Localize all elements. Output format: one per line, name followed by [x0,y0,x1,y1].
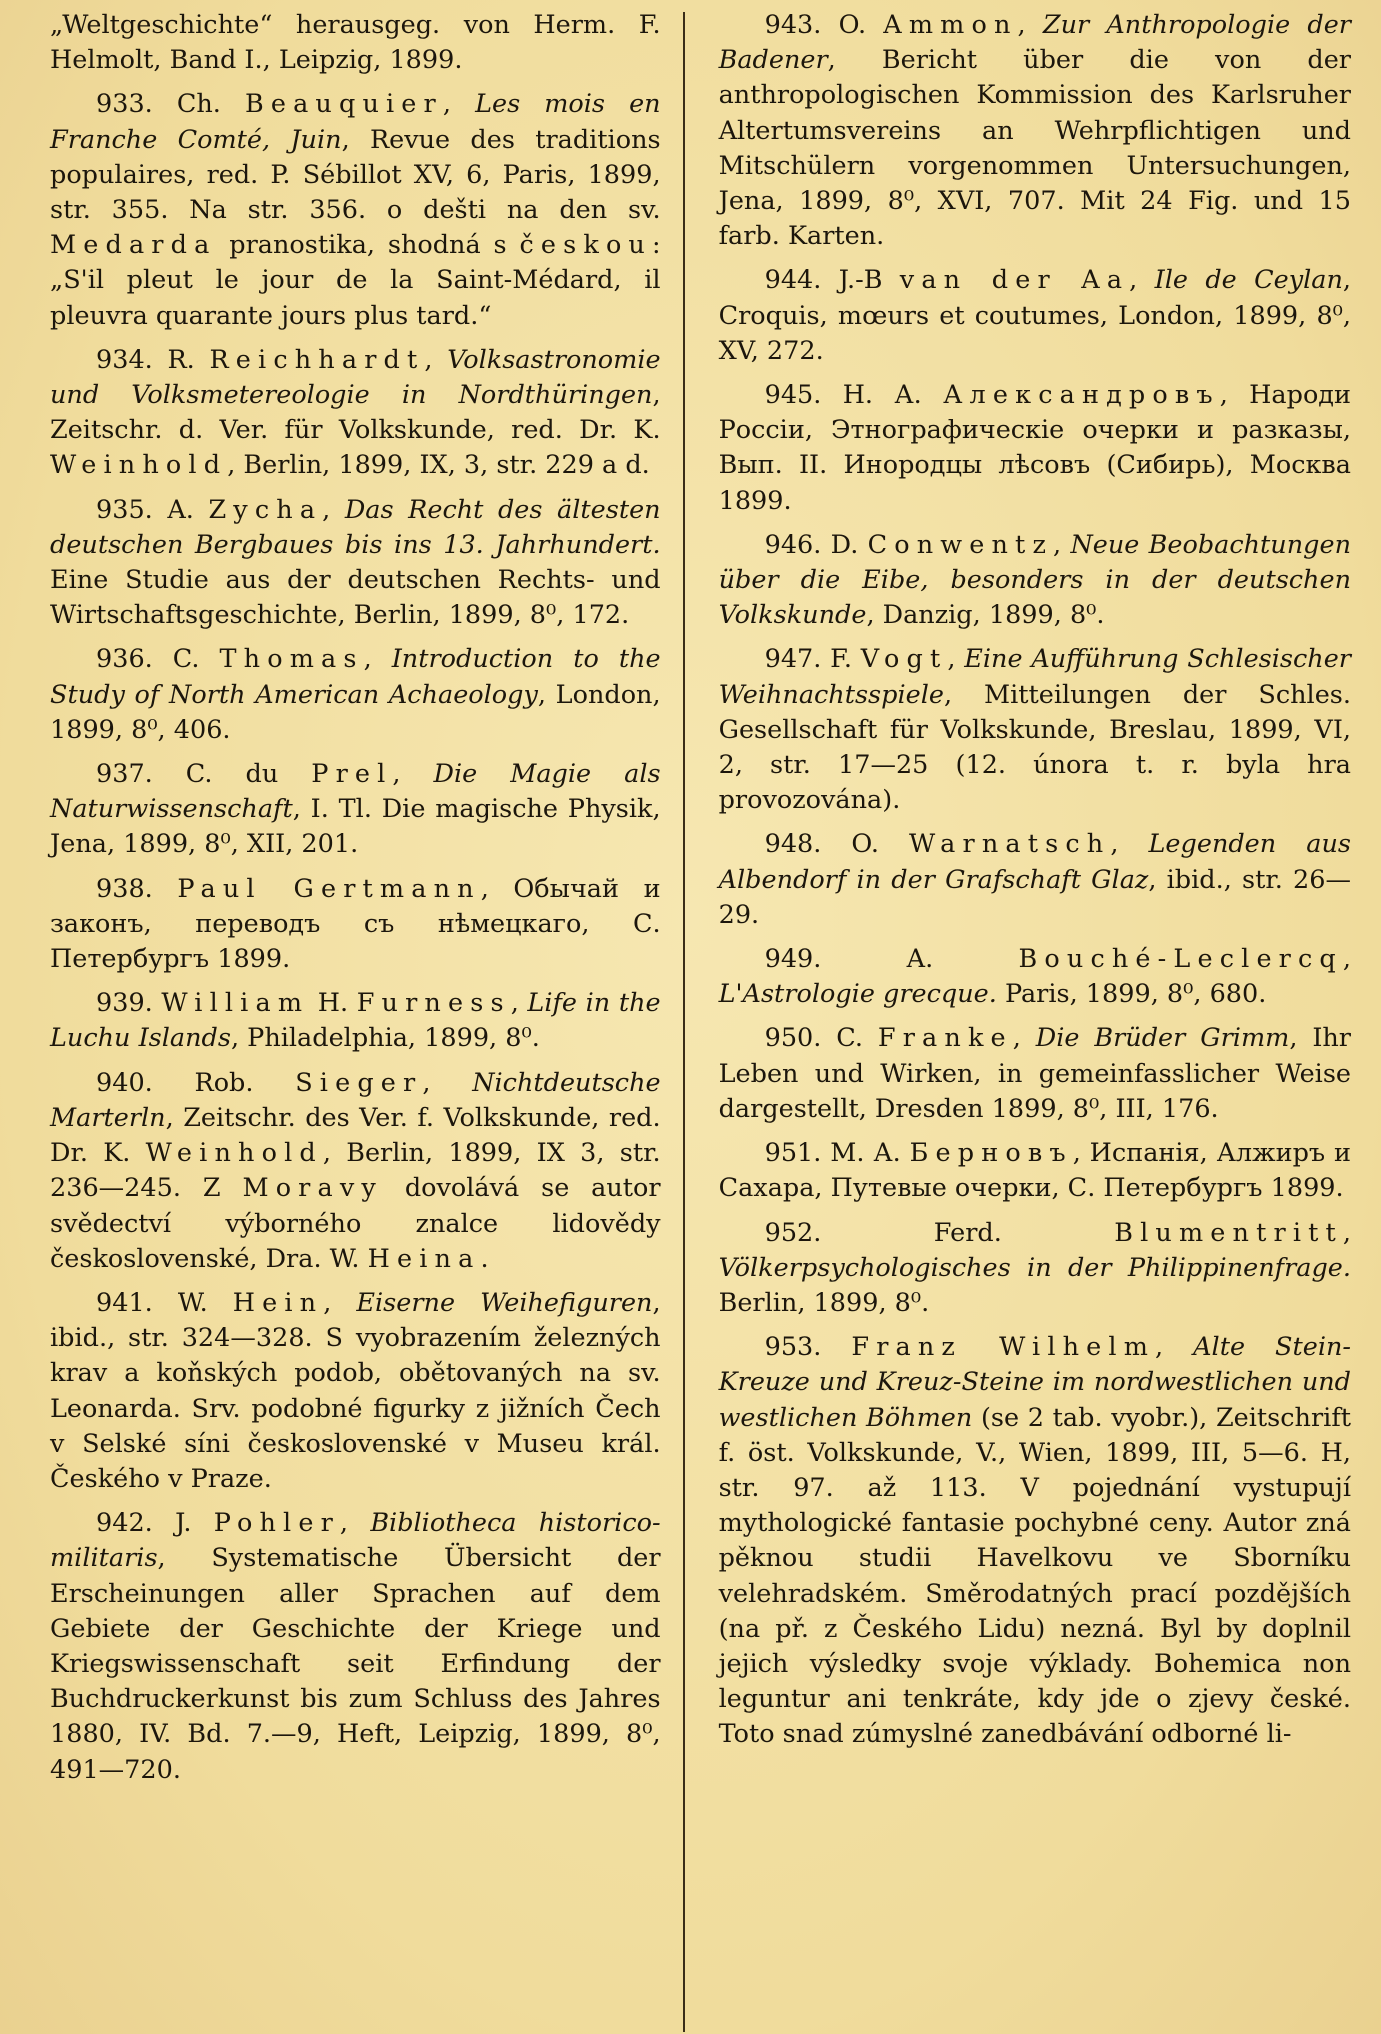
entry-text: 950. C. [764,1023,878,1054]
entry-text: 936. C. [96,644,220,675]
entry-text: , [1053,529,1071,560]
entry-text: , Croquis, mœurs et coutumes, London, 1899, 8⁰, XV, 272. [718,265,1351,366]
entry-text: , [422,1067,473,1098]
bibliography-entry [719,827,1351,933]
entry-text: 951. М. А. [764,1138,910,1169]
entry-text: . [480,1243,489,1274]
entry-text: Eine Studie aus der deutschen Rechts- und Wirtschaftsgeschichte, Berlin, 1899, 8⁰, 172. [50,565,661,631]
spaced-name: Franz Wilhelm [851,1332,1156,1363]
entry-text: Paris, 1899, 8⁰, 680. [996,979,1267,1010]
entry-text: 938. [96,873,178,904]
entry-text: , Zeitschr. d. Ver. für Volkskunde, red. Dr. K. [50,380,661,446]
spaced-name: Bouché-Leclercq [1018,944,1343,975]
entry-text: , [392,759,434,790]
bibliography-entry [719,263,1351,369]
bibliography-entry [719,378,1351,519]
bibliography-entry [50,87,661,333]
entry-text: , Revue des traditions populaires, red. P. Sébillot XV, 6, Paris, 1899, str. 355. Na str. 356. o dešti na den sv. [50,124,661,226]
entry-text: 940. Rob. [96,1067,296,1098]
bibliography-entry [719,8,1351,254]
bibliography-entry [50,1286,661,1497]
entry-title: Neue Beobachtungen über die Eibe, besonders in der deutschen Volkskunde [718,529,1351,631]
entry-text: , London, 1899, 8⁰, 406. [50,679,661,745]
entry-title: Die Brüder Grimm [1035,1023,1290,1054]
spaced-name: českou [519,230,652,261]
bibliography-entry [50,642,661,748]
entry-text: 947. F. [764,644,861,675]
entry-text: , [1129,265,1155,296]
entry-text: , [442,89,476,120]
spaced-name: Conwentz [867,529,1054,560]
spaced-name: William [161,988,310,1019]
spaced-name: Medarda [50,230,217,261]
entry-text: dovolává se autor svědectví výborného znalce lidovědy československé, Dra. W. [50,1173,661,1274]
spaced-name: Берновъ [909,1138,1073,1169]
entry-text: , [1012,1023,1036,1054]
entry-text: 934. R. [96,344,210,375]
entry-title: Introduction to the Study of North American Achaeology [50,644,661,710]
entry-text: , [1110,829,1149,860]
entry-text: 948. O. [764,829,910,860]
entry-text: , Ihr Leben und Wirken, in gemeinfasslicher Weise dargestellt, Dresden 1899, 8⁰, III, 176. [718,1023,1351,1124]
left-column [50,8,683,2034]
entry-text: 953. [764,1332,852,1363]
entry-text: , [1342,1217,1351,1248]
entry-text: 943. O. [764,10,884,40]
entry-title: Ile de Ceylan [1154,265,1343,296]
entry-title: Bibliotheca historico-militaris [50,1508,661,1574]
bibliography-entry [719,1136,1351,1206]
spaced-name: van der Aa [899,265,1130,296]
spaced-name: Reichhardt [209,344,425,375]
entry-title: Eine Aufführung Schlesischer Weihnachtsspiele [718,644,1351,710]
entry-text: , Bericht über die von der anthropologischen Kommission des Karlsruher Altertumsvereins an Wehrpflichtigen und Mitschülern vorgenommen Untersuchungen, Jena, 1899, 8⁰, XVI, 707. Mit 24 Fig. und 15 farb. Karten. [718,45,1351,252]
entry-text: , [1342,944,1351,975]
entry-text: , ibid., str. 26—29. [718,864,1351,930]
entry-text: 944. J.-B [764,265,900,296]
bibliography-entry [50,986,661,1056]
bibliography-entry [50,1066,661,1277]
bibliography-entry [50,493,661,634]
bibliography-entry [719,942,1351,1012]
entry-title: Die Magie als Naturwissenschaft [50,759,661,825]
entry-text: , Обычай и законъ, переводъ съ нѣмецкаго, С. Петербургъ 1899. [50,873,661,975]
bibliography-entry [719,1330,1351,1752]
entry-text: , Народи Россіи, Этнографическіе очерки и разказы, Вып. II. Инородцы лѣсовъ (Сибирь), Москва 1899. [718,380,1351,516]
bibliography-entry [719,642,1351,818]
entry-text: , [1155,1332,1194,1363]
spaced-name: Furness [356,988,511,1019]
entry-text: , [1017,10,1043,40]
spaced-name: Blumentritt [1114,1217,1343,1248]
spaced-name: Warnatsch [909,829,1111,860]
entry-text: 939. [96,988,162,1019]
entry-text: pranostika, shodná s [216,230,520,261]
entry-title: Das Recht des ältesten deutschen Bergbaues bis ins 13. Jahrhundert. [50,494,661,560]
entry-title: Legenden aus Albendorf in der Grafschaft Glaz [718,829,1351,895]
bibliography-entry [719,1216,1351,1322]
entry-text: , Berlin, 1899, IX 3, str. 236—245. Z [50,1138,661,1204]
entry-text: , [363,644,392,675]
entry-text: 945. Н. А. [764,380,944,411]
entry-title: L'Astrologie grecque. [718,979,997,1010]
right-column [685,8,1351,2034]
entry-text: 942. J. [96,1508,214,1539]
entry-text: , [323,1287,357,1318]
spaced-name: Александровъ [943,380,1220,411]
entry-text: 952. Ferd. [764,1217,1115,1248]
entry-text: 935. A. [96,494,209,525]
entry-title: Zur Anthropologie der Badener [718,10,1351,76]
spaced-name: Thomas [219,644,364,675]
spaced-name: Pohler [213,1508,340,1539]
entry-text: , [322,494,345,525]
spaced-name: Sieger [295,1067,423,1098]
bibliography-entry [50,343,661,484]
entry-text: , Berlin, 1899, IX, 3, str. 229 a d. [227,450,650,481]
entry-title: Völkerpsychologisches in der Philippinenfrage. [718,1252,1351,1283]
spaced-name: Prel [311,759,393,790]
entry-text: 937. C. du [96,759,312,790]
bibliography-entry [50,757,661,863]
spaced-name: Ammon [883,10,1018,40]
entry-title: Volksastronomie und Volksmetereologie in Nordthüringen [50,344,661,411]
entry-text: Berlin, 1899, 8⁰. [718,1287,930,1318]
bibliography-entry [719,1021,1351,1127]
entry-text: : „S'il pleut le jour de la Saint-Médard, il pleuvra quarante jours plus tard.“ [50,230,661,331]
bibliography-entry [50,8,661,78]
spaced-name: Heina [367,1243,481,1274]
entry-text: (se 2 tab. vyobr.), Zeitschrift f. öst. Volkskunde, V., Wien, 1899, III, 5—6. H, str. 97. až 113. V pojednání vystupují mythologické fantasie pochybné ceny. Autor zná pěknou studii Havelkovu ve Sborníku velehradském. Směrodatných prací pozdějších (na př. z Českého Lidu) nezná. Byl by doplnil jejich výsledky svoje výklady. Bohemica non leguntur ani tenkráte, kdy jde o zjevy české. Toto snad zúmyslné zanedbávání odborné li- [718,1402,1351,1750]
entry-title: Nichtdeutsche Marterln [50,1067,661,1133]
entry-title: Alte Stein-Kreuze und Kreuz-Steine im nordwestlichen und westlichen Böhmen [718,1332,1352,1433]
bibliography-entry [719,528,1351,634]
entry-text: 941. W. [96,1287,233,1318]
entry-text: , Systematische Übersicht der Erscheinungen aller Sprachen auf dem Gebiete der Geschichte der Kriege und Kriegswissenschaft seit Erfindung der Buchdruckerkunst bis zum Schluss des Jahres 1880, IV. Bd. 7.—9, Heft, Leipzig, 1899, 8⁰, 491—720. [50,1543,661,1785]
entry-text: , [510,988,528,1019]
entry-text: , Mitteilungen der Schles. Gesellschaft für Volkskunde, Breslau, 1899, VI, 2, str. 17—25 (12. února t. r. byla hra provozována). [718,679,1351,816]
entry-text: , [947,644,965,675]
spaced-name: Zycha [208,494,323,525]
entry-text: , Danzig, 1899, 8⁰. [866,600,1105,631]
spaced-name: Moravy [242,1173,383,1204]
spaced-name: Vogt [860,644,948,675]
entry-title: Les mois en Franche Comté, Juin [50,89,661,155]
bibliography-entry [50,1506,661,1788]
entry-text: H. [309,988,357,1019]
entry-text: , [424,344,448,375]
entry-title: Life in the Luchu Islands [50,988,661,1054]
spaced-name: Weinhold [50,450,228,481]
entry-text: , Philadelphia, 1899, 8⁰. [230,1023,540,1054]
spaced-name: Weinhold [145,1138,323,1169]
entry-text: 949. A. [764,944,1019,975]
spaced-name: Paul Gertmann [177,873,481,904]
spaced-name: Hein [232,1287,324,1318]
entry-text: , Zeitschr. des Ver. f. Volkskunde, red. Dr. K. [50,1102,661,1169]
entry-text: „Weltgeschichte“ herausgeg. von Herm. F. Helmolt, Band I., Leipzig, 1899. [50,10,661,76]
bibliography-entry [50,872,661,978]
entry-text: , [339,1508,371,1539]
entry-text: 946. D. [764,529,868,560]
spaced-name: Franke [877,1023,1013,1054]
entry-text: , Испанія, Алжиръ и Сахара, Путевые очерки, С. Петербургъ 1899. [718,1138,1352,1204]
spaced-name: Beauquier [244,89,443,120]
entry-text: 933. Ch. [96,89,245,120]
entry-text: , I. Tl. Die magische Physik, Jena, 1899, 8⁰, XII, 201. [50,794,661,860]
entry-text: , ibid., str. 324—328. S vyobrazením železných krav a koňských podob, obětovaných na sv. Leonarda. Srv. podobné figurky z jižních Čech v Selské síni československé v Museu král. Českého v Praze. [50,1287,661,1494]
entry-title: Eiserne Weihefiguren [356,1287,653,1318]
